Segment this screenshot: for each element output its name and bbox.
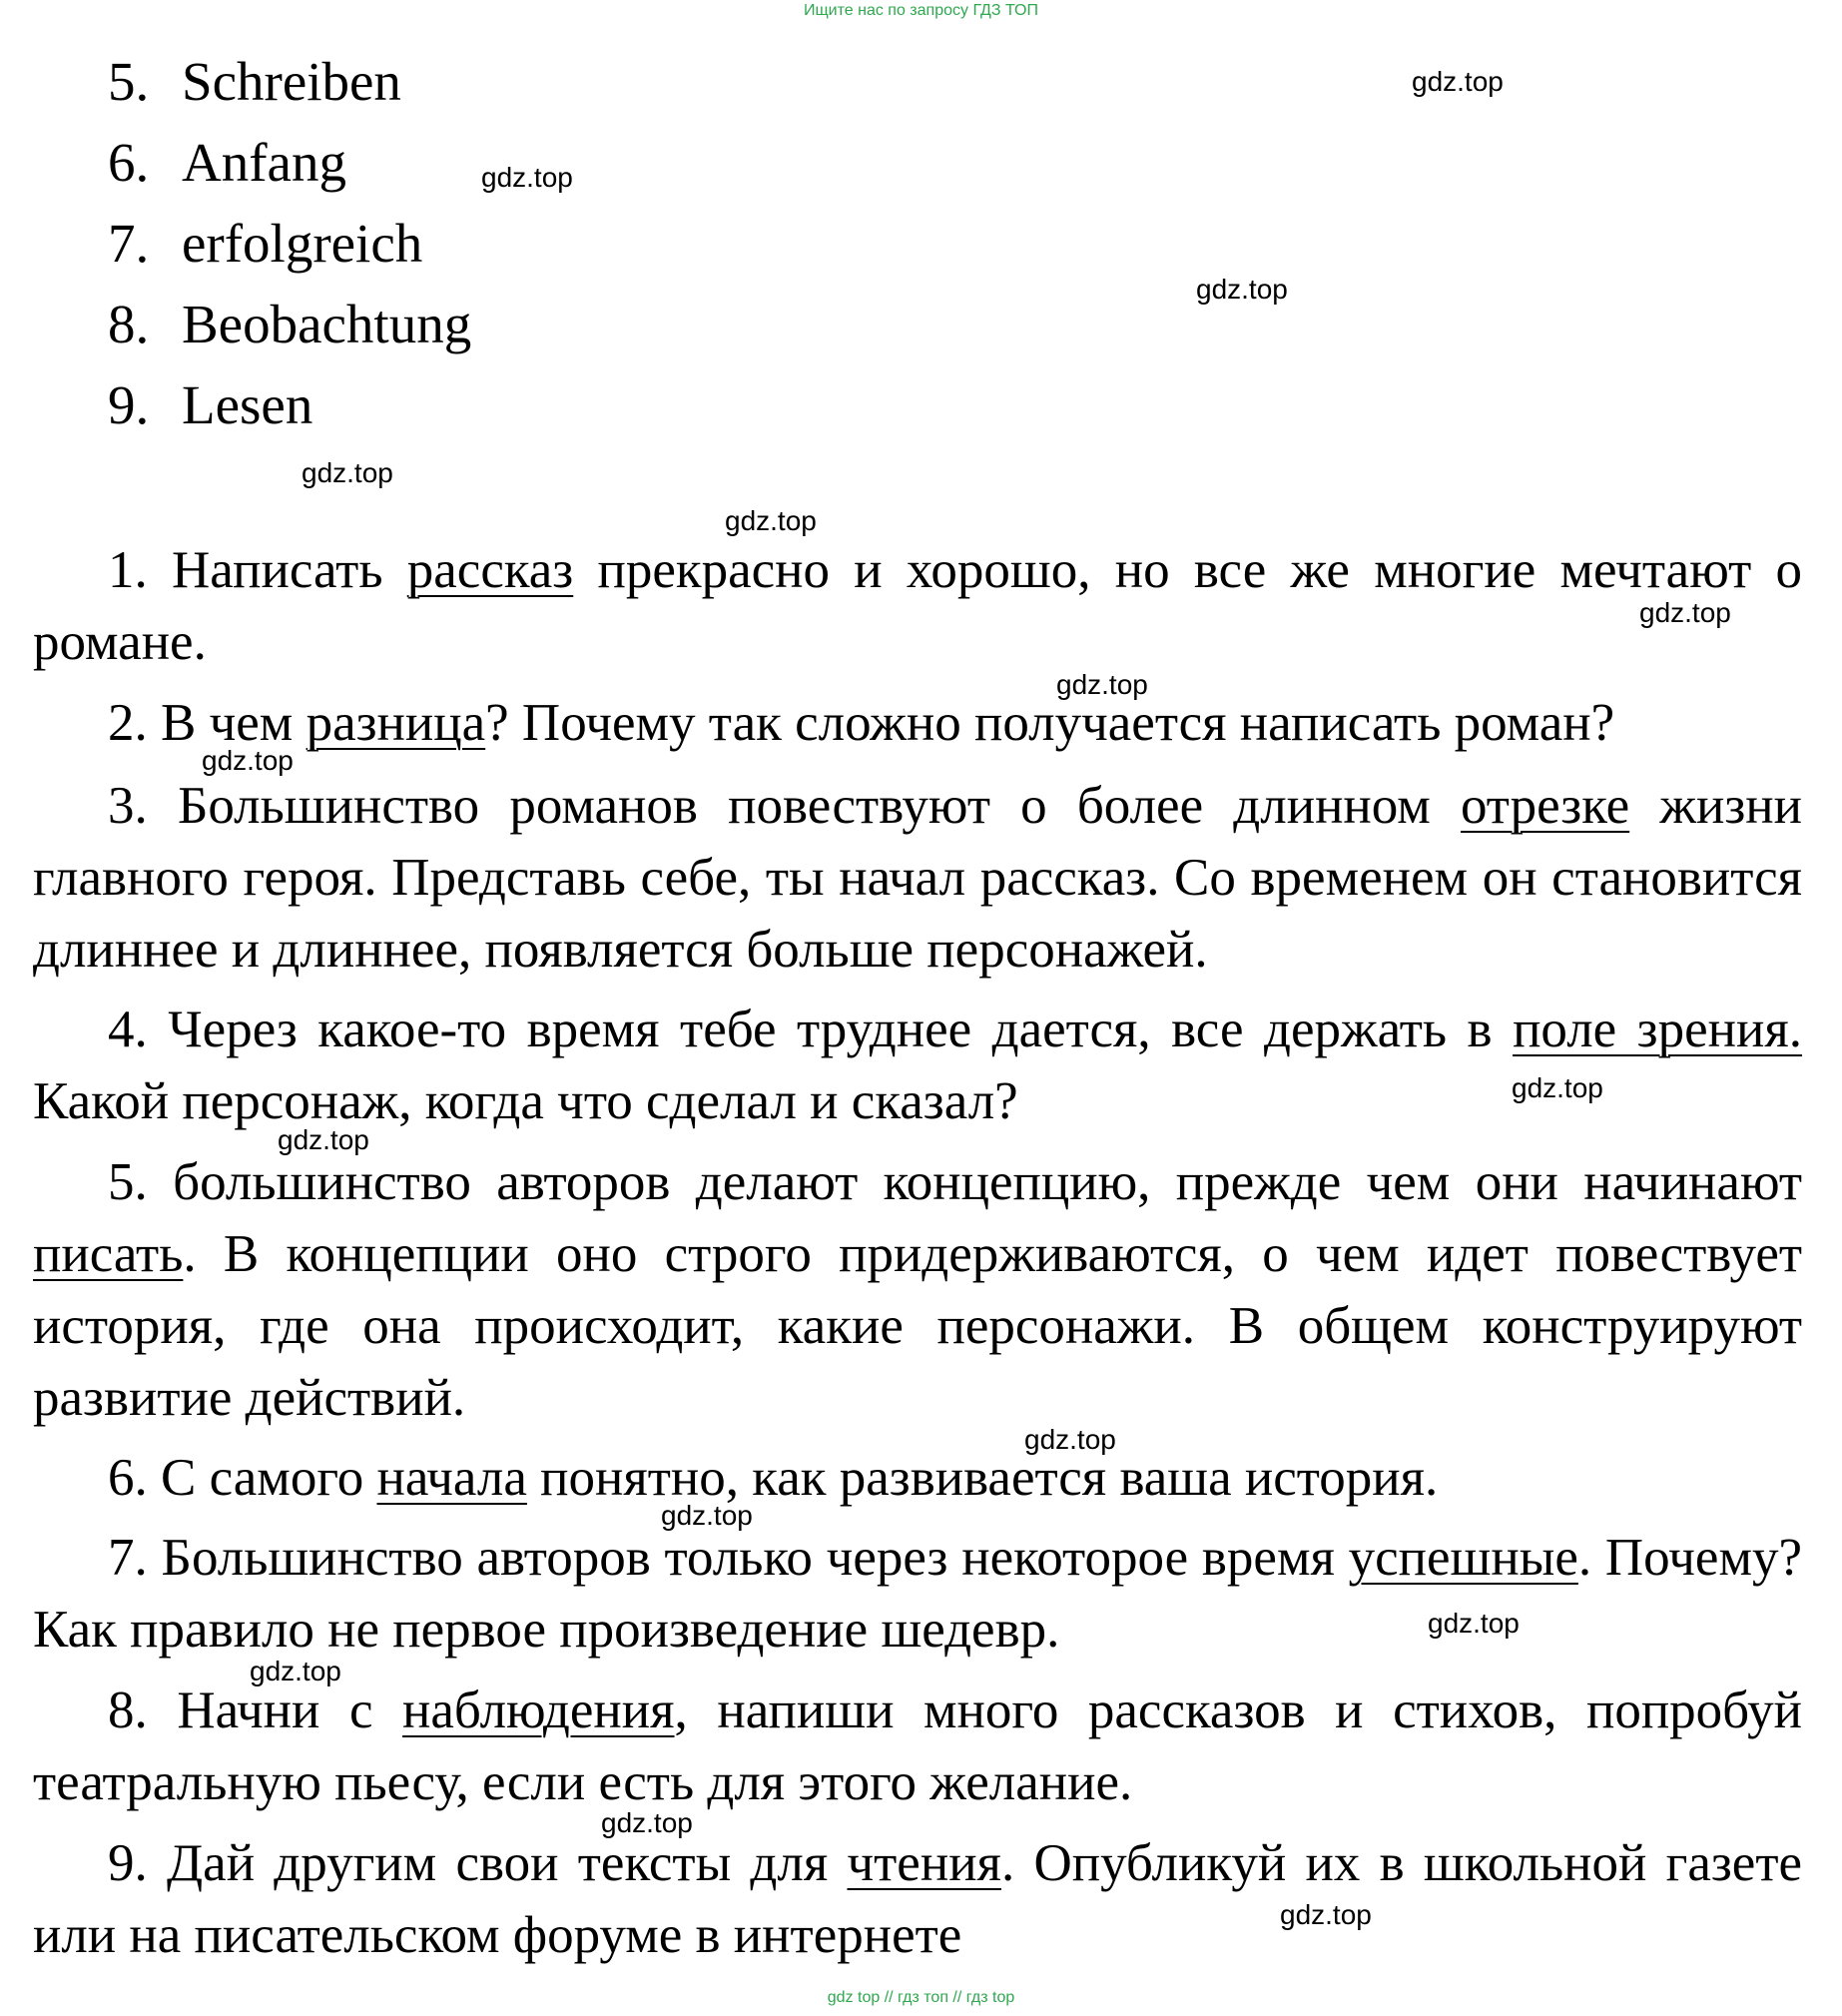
sentence-number: 6. — [108, 1449, 148, 1507]
word-item — [108, 373, 312, 437]
sentence-text: прекрасно и хорошо, но все же многие мечтают о романе. — [33, 541, 1803, 671]
watermark: gdz.top — [1428, 1608, 1520, 1639]
sentence-paragraph — [33, 1827, 1802, 1971]
sentence-text: В чем — [161, 694, 307, 752]
sentence-paragraph — [33, 994, 1802, 1137]
watermark: gdz.top — [1056, 669, 1148, 700]
sentence-text: . В концепции оно строго придерживаются, о чем идет повествует история, где она происходит, какие персонажи. В общем конструируют развитие действий. — [33, 1225, 1802, 1427]
underlined-word: чтения — [847, 1834, 1001, 1892]
underlined-word: рассказ — [406, 541, 574, 599]
sentence-text: ? Почему так сложно получается написать роман? — [485, 694, 1615, 752]
word-number: 5. — [108, 51, 150, 112]
word-item — [108, 50, 401, 114]
word-text: Schreiben — [182, 51, 401, 112]
sentence-text: большинство авторов делают концепцию, прежде чем они начинают — [173, 1153, 1803, 1211]
sentence-text: С самого — [161, 1449, 377, 1507]
sentence-paragraph — [33, 687, 1802, 759]
watermark: gdz.top — [481, 162, 573, 193]
sentence-number: 1. — [108, 541, 148, 599]
word-number: 8. — [108, 294, 150, 354]
underlined-word: писать — [33, 1225, 184, 1283]
sentence-paragraph — [33, 1522, 1802, 1666]
word-number: 6. — [108, 132, 150, 193]
word-item — [108, 131, 346, 195]
underlined-word: успешные — [1348, 1529, 1578, 1587]
word-number: 7. — [108, 213, 150, 274]
watermark: gdz.top — [1639, 597, 1731, 628]
sentence-number: 2. — [108, 694, 148, 752]
watermark: gdz.top — [601, 1807, 693, 1838]
watermark: gdz.top — [1412, 66, 1504, 97]
watermark: gdz.top — [725, 505, 817, 536]
sentence-text: Большинство романов повествуют о более длинном — [177, 777, 1461, 835]
sentence-text: . Опубликуй их в школьной газете или на писательском форуме в интернете — [33, 1834, 1803, 1964]
sentence-paragraph — [33, 1675, 1802, 1818]
sentence-paragraph — [33, 534, 1802, 678]
sentence-number: 7. — [108, 1529, 148, 1587]
underlined-word: поле зрения. — [1513, 1001, 1802, 1058]
sentence-text: понятно, как развивается ваша история. — [526, 1449, 1439, 1507]
sentence-text: жизни главного героя. Представь себе, ты начал рассказ. Со временем он становится длиннее и длиннее, появляется больше персонажей. — [33, 777, 1802, 979]
watermark: gdz.top — [661, 1500, 753, 1531]
underlined-word: начала — [376, 1449, 527, 1507]
underlined-word: разница — [306, 694, 486, 752]
word-item — [108, 293, 471, 356]
sentence-text: Написать — [172, 541, 407, 599]
word-item — [108, 212, 422, 276]
sentence-paragraph — [33, 1146, 1802, 1434]
word-text: erfolgreich — [182, 213, 423, 274]
sentence-number: 5. — [108, 1153, 148, 1211]
watermark: gdz.top — [202, 745, 294, 776]
watermark: gdz.top — [1024, 1424, 1116, 1455]
underlined-word: отрезке — [1461, 777, 1630, 835]
sentence-text: Дай другим свои тексты для — [167, 1834, 848, 1892]
watermark: gdz.top — [302, 457, 393, 488]
bottom-banner: gdz top // гдз топ // гдз top — [827, 1989, 1015, 2006]
underlined-word: наблюдения — [402, 1681, 675, 1739]
sentence-text: Большинство авторов только через некоторое время — [161, 1529, 1349, 1587]
watermark: gdz.top — [1512, 1072, 1603, 1103]
sentence-text: Какой персонаж, когда что сделал и сказал? — [33, 1072, 1018, 1130]
sentence-number: 8. — [108, 1681, 148, 1739]
watermark: gdz.top — [278, 1124, 369, 1155]
sentence-text: , напиши много рассказов и стихов, попробуй театральную пьесу, если есть для этого желание. — [33, 1681, 1802, 1811]
watermark: gdz.top — [250, 1656, 341, 1686]
sentence-number: 9. — [108, 1834, 148, 1892]
top-banner: Ищите нас по запросу ГДЗ ТОП — [804, 2, 1038, 19]
word-text: Anfang — [182, 132, 346, 193]
sentence-number: 3. — [108, 777, 148, 835]
sentence-text: Начни с — [177, 1681, 403, 1739]
word-number: 9. — [108, 374, 150, 435]
sentence-paragraph — [33, 1442, 1802, 1514]
sentence-text: Через какое-то время тебе труднее дается, все держать в — [168, 1001, 1514, 1058]
sentence-paragraph — [33, 770, 1802, 986]
sentence-number: 4. — [108, 1001, 148, 1058]
word-text: Beobachtung — [182, 294, 472, 354]
word-text: Lesen — [182, 374, 313, 435]
watermark: gdz.top — [1280, 1899, 1372, 1930]
sentence-text: . Почему? Как правило не первое произведение шедевр. — [33, 1529, 1803, 1659]
watermark: gdz.top — [1196, 274, 1288, 305]
